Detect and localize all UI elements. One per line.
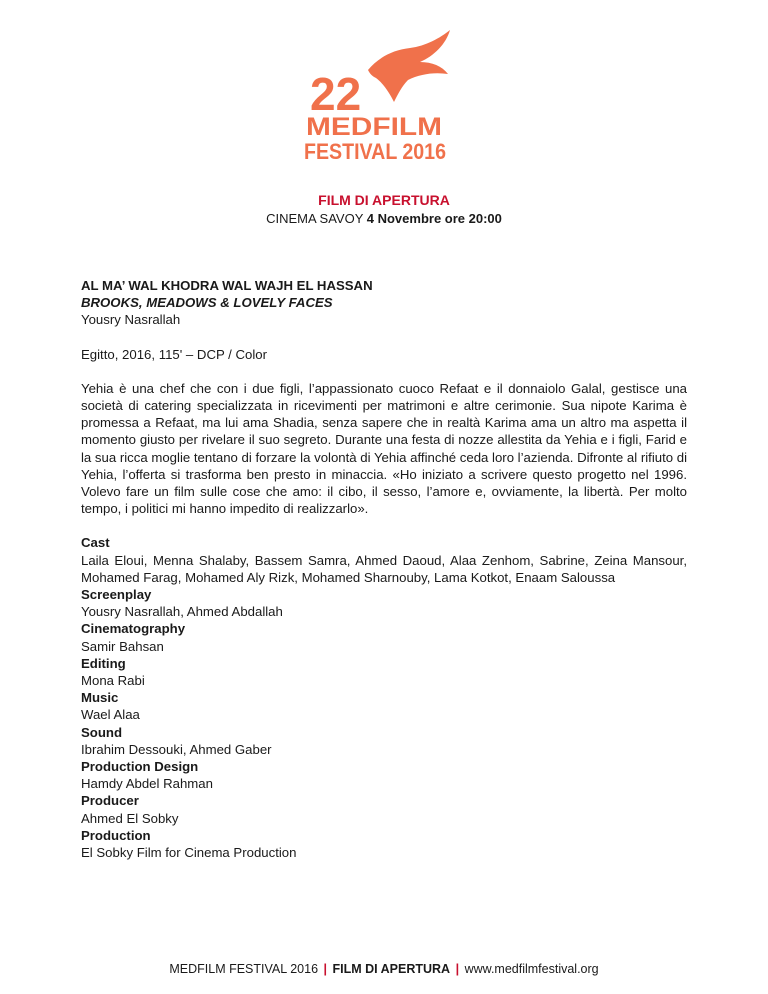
credit-value-cinematography: Samir Bahsan <box>81 638 164 654</box>
credit-value-production-design: Hamdy Abdel Rahman <box>81 776 213 792</box>
credit-label-cinematography: Cinematography <box>81 621 186 637</box>
screening-info <box>0 211 768 226</box>
footer-festival: MEDFILM FESTIVAL 2016 <box>169 962 319 976</box>
footer-separator: | <box>455 962 460 976</box>
credit-value-sound: Ibrahim Dessouki, Ahmed Gaber <box>81 741 272 757</box>
film-original-title: AL MA’ WAL KHODRA WAL WAJH EL HASSAN <box>81 278 373 293</box>
credit-label-production-design: Production Design <box>81 759 199 775</box>
logo-line2: FESTIVAL 2016 <box>304 139 446 164</box>
credit-label-producer: Producer <box>81 793 139 809</box>
credit-value-music: Wael Alaa <box>81 707 140 723</box>
bird-logo-icon <box>300 28 460 164</box>
footer-separator: | <box>323 962 328 976</box>
credit-value-screenplay: Yousry Nasrallah, Ahmed Abdallah <box>81 604 283 620</box>
film-details: Egitto, 2016, 115' – DCP / Color <box>81 346 268 362</box>
credit-value-production: El Sobky Film for Cinema Production <box>81 845 297 861</box>
credit-value-cast: Laila Eloui, Menna Shalaby, Bassem Samra, Ahmed Daoud, Alaa Zenhom, Sabrine, Zeina Mansour, Mohamed Farag, Mohamed Aly Rizk, Mohamed Sharnouby, Lama Kotkot, Enaam Saloussa <box>81 552 687 585</box>
footer-website-link[interactable]: www.medfilmfestival.org <box>464 962 599 976</box>
venue: CINEMA SAVOY <box>266 211 367 226</box>
credit-label-music: Music <box>81 690 119 706</box>
credits-list <box>81 534 687 861</box>
film-director: Yousry Nasrallah <box>81 312 181 328</box>
credit-label-production: Production <box>81 827 151 843</box>
logo-number: 22 <box>310 68 362 120</box>
page-footer <box>0 962 768 976</box>
credit-label-screenplay: Screenplay <box>81 587 152 603</box>
logo-line1: MEDFILM <box>306 113 442 141</box>
page-title: FILM DI APERTURA <box>318 192 450 208</box>
film-english-title: BROOKS, MEADOWS & LOVELY FACES <box>81 295 333 311</box>
credit-value-editing: Mona Rabi <box>81 673 145 689</box>
film-sheet <box>81 277 687 861</box>
film-synopsis: Yehia è una chef che con i due figli, l’appassionato cuoco Refaat e il donnaiolo Galal, gestisce una società di catering specializzata in ricevimenti per matrimoni e altre cerimonie. Sua nipote Karima è promessa a Refaat, ma lui ama Shadia, senza sapere che in realtà Karima ama un altro ma aspetta il momento giusto per rivelare il suo segreto. Durante una festa di nozze allestita da Yehia e i figli, Farid e la sua ricca moglie tentano di forzare la volontà di Yehia affinché ceda loro l’azienda. Difronte al rifiuto di Yehia, l’offerta si trasforma ben presto in minaccia. «Ho iniziato a scrivere questo progetto nel 1996. Volevo fare un film sulle cose che amo: il cibo, il sesso, l’amore e, ovviamente, la libertà. Per molto tempo, i politici mi hanno impedito di realizzarlo». <box>81 380 688 517</box>
footer-section: FILM DI APERTURA <box>332 962 451 976</box>
festival-logo <box>300 28 460 164</box>
screening-datetime: 4 Novembre ore 20:00 <box>366 211 502 226</box>
credit-label-cast: Cast <box>81 535 110 551</box>
credit-label-sound: Sound <box>81 724 123 740</box>
credit-value-producer: Ahmed El Sobky <box>81 810 179 826</box>
credit-label-editing: Editing <box>81 655 126 671</box>
